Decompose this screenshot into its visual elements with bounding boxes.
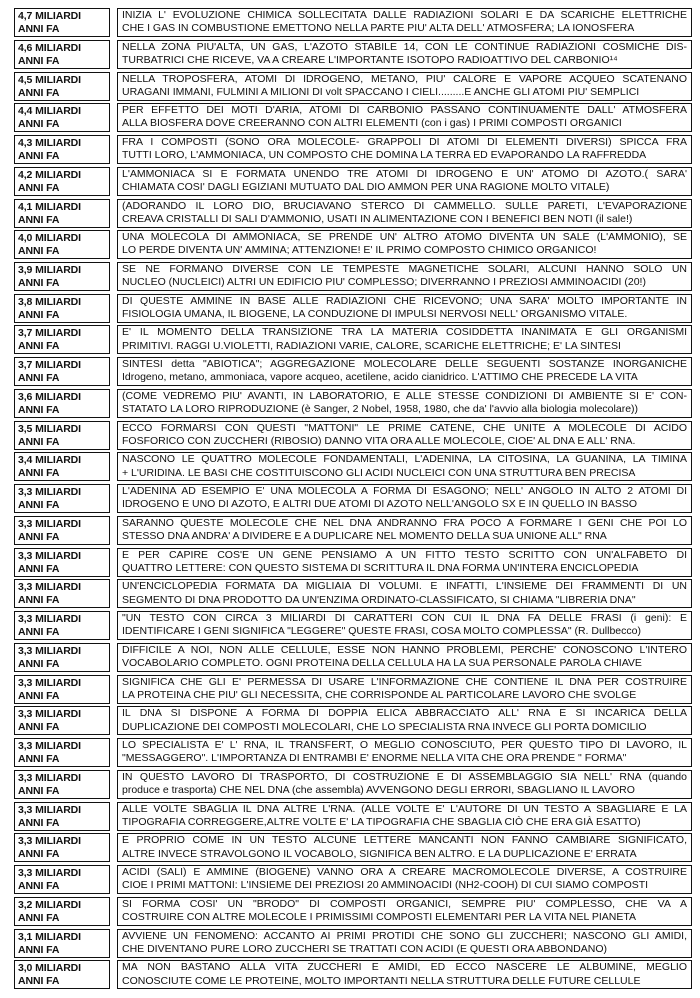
date-amount: 4,1 MILIARDI [18, 200, 81, 213]
date-unit: ANNI FA [18, 150, 60, 162]
description-cell [117, 484, 692, 513]
description-line: E PROPRIO COME IN UN TESTO ALCUNE LETTERE MANCANTI NON FANNO CAMBIARE SIGNIFICATO, [122, 834, 687, 847]
date-cell [14, 8, 110, 37]
date-amount: 3,3 MILIARDI [18, 549, 81, 562]
description-cell [117, 389, 692, 418]
description-line: CREAVA CRISTALLI DI SALI D'AMMONIO, USATI IN ALIMENTAZIONE CON I BENEFICI BEN NOTI (il sale!) [122, 212, 633, 225]
timeline-row [14, 865, 692, 894]
description-cell [117, 643, 692, 672]
description-line: STESSO DNA ANDRA' A DIVIDERE E A DUPLICARE NEL MOMENTO DELLA SUA UNIONE ALL" RNA [122, 530, 607, 543]
description-line: TIPOGRAFIA CORREGGERE,ALTRE VOLTE E' LA TIPOGRAFIA CHE SBAGLIA CIÒ CHE ERA GIÀ ESATTO) [122, 815, 641, 828]
date-unit: ANNI FA [18, 657, 60, 670]
date-unit: ANNI FA [18, 54, 60, 67]
date-amount: 3,3 MILIARDI [18, 771, 81, 784]
date-cell [14, 897, 110, 926]
description-cell [117, 516, 692, 545]
timeline-row [14, 135, 692, 164]
description-cell [117, 103, 692, 132]
description-cell [117, 675, 692, 704]
description-line: ACIDI (SALI) E AMMINE (BIOGENE) VANNO ORA A CREARE MACROMOLECOLE DIVERSE, A COSTRUIRE [122, 866, 687, 878]
timeline-row [14, 40, 692, 69]
date-cell [14, 960, 110, 989]
date-unit: ANNI FA [18, 784, 60, 797]
date-amount: 3,2 MILIARDI [18, 898, 81, 911]
date-unit: ANNI FA [18, 816, 60, 829]
description-cell [117, 294, 692, 323]
timeline-row [14, 706, 692, 735]
date-amount: 3,3 MILIARDI [18, 486, 81, 499]
date-unit: ANNI FA [18, 753, 60, 766]
timeline-row [14, 167, 692, 196]
date-amount: 3,3 MILIARDI [18, 740, 81, 753]
date-unit: ANNI FA [18, 23, 60, 35]
description-cell [117, 738, 692, 767]
description-line: SIGNIFICA CHE GLI E' PERMESSA DI USARE L'INFORMAZIONE CHE CONTIENE IL DNA PER COSTRUIRE [122, 675, 687, 688]
date-unit: ANNI FA [18, 467, 60, 480]
description-line: CHE I GAS IN COMBUSTIONE EMETTONO NELLA PARTE PIU' ALTA DELL' ATMOSFERA; LA IONOSFERA [122, 22, 635, 35]
description-line: SARANNO QUESTE MOLECOLE CHE NEL DNA ANDRANNO FRA POCO A FORMARE I GENI CHE POI LO [122, 516, 687, 529]
date-unit: ANNI FA [18, 626, 60, 639]
date-amount: 4,6 MILIARDI [18, 41, 81, 54]
description-line: "MESSAGGERO". L'IMPORTANZA DI ENTRAMBI E' ENORME NELLA VITA CHE ORA PRENDE " FORMA" [122, 752, 627, 765]
date-cell [14, 230, 110, 259]
description-line: FISIOLOGIA UMANA, IL BIOGENE, LA CONDUZIONE DI IMPULSI NERVOSI NELL' ORGANISMO VITALE. [122, 307, 628, 320]
description-line: SE NE FORMANO DIVERSE CON LE TEMPESTE MAGNETICHE SOLARI, ALCUNI HANNO SOLO UN [122, 262, 687, 275]
date-unit: ANNI FA [18, 499, 60, 512]
date-amount: 3,3 MILIARDI [18, 708, 81, 721]
description-line: PER EFFETTO DEI MOTI D'ARIA, ATOMI DI CARBONIO PASSANO CONTINUAMENTE DALL' ATMOSFERA [122, 104, 687, 117]
description-line: FOSFORICO CON ZUCCHERI (RIBOSIO) DANNO VITA ORA ALLE MOLECOLE, CIOE' AL DNA E ALL' RNA. [122, 434, 636, 447]
date-amount: 3,4 MILIARDI [18, 454, 81, 467]
date-cell [14, 833, 110, 862]
description-line: NELLA ZONA PIU'ALTA, UN GAS, L'AZOTO STABILE 14, CON LE CONTINUE RADIAZIONI COSMICHE DIS- [122, 40, 687, 53]
date-amount: 3,9 MILIARDI [18, 263, 81, 276]
description-line: L'ADENINA AD ESEMPIO E' UNA MOLECOLA A FORMA DI ESAGONO; NELL' ANGOLO IN ALTO 2 ATOMI DI [122, 485, 687, 498]
timeline-row [14, 294, 692, 323]
date-amount: 3,1 MILIARDI [18, 930, 81, 943]
date-unit: ANNI FA [18, 562, 60, 575]
description-line: COSTRUIRE CON ALTRE MOLECOLE I PRIMISSIMI COMPOSTI ELEMENTARI PER LA VITA NEL PIANETA [122, 911, 637, 923]
description-cell [117, 357, 692, 386]
date-amount: 4,0 MILIARDI [18, 232, 81, 245]
date-amount: 3,3 MILIARDI [18, 613, 81, 626]
description-line: CHE DIVENTANO PURE LORO ZUCCHERI SE TRATTATI CON ACIDI (E QUESTI ORA ABBONDANO) [122, 942, 608, 955]
description-cell [117, 8, 692, 37]
timeline-row [14, 833, 692, 862]
date-cell [14, 706, 110, 735]
date-amount: 3,5 MILIARDI [18, 422, 81, 435]
description-line: IDENTIFICARE I GENI SIGNIFICA "LEGGERE" QUESTE FRASI, COSA MOLTO COMPLESSA" (R. Dullbecco) [122, 625, 641, 638]
timeline-row [14, 643, 692, 672]
date-cell [14, 484, 110, 513]
description-line: INIZIA L' EVOLUZIONE CHIMICA SOLLECITATA DALLE RADIAZIONI SOLARI E DA SCARICHE ELETTRICHE [122, 9, 687, 21]
description-cell [117, 960, 692, 989]
date-cell [14, 643, 110, 672]
description-cell [117, 611, 692, 640]
date-cell [14, 548, 110, 577]
date-amount: 3,0 MILIARDI [18, 962, 81, 975]
description-line: PRIMITIVI. RAGGI U.VIOLETTI, RADIAZIONI VARIE, CALORE, SCARICHE ELETTRICHE; E' LA SINTESI [122, 339, 621, 352]
date-unit: ANNI FA [18, 245, 60, 258]
timeline-row [14, 421, 692, 450]
date-amount: 3,3 MILIARDI [18, 803, 81, 816]
description-line: + L'URIDINA. LE BASI CHE COSTITUISCONO GLI ACIDI NUCLEICI CON UNA STRUTTURA BEN PRECISA [122, 466, 636, 479]
description-cell [117, 167, 692, 196]
date-unit: ANNI FA [18, 86, 60, 99]
date-cell [14, 770, 110, 799]
description-cell [117, 548, 692, 577]
description-cell [117, 452, 692, 481]
timeline-row [14, 960, 692, 989]
timeline-row [14, 738, 692, 767]
timeline-row [14, 452, 692, 481]
date-unit: ANNI FA [18, 530, 60, 543]
description-line: FRA I COMPOSTI (SONO ORA MOLECOLE- GRAPPOLI DI ATOMI DI ELEMENTI DIVERSI) SPICCA FRA [122, 136, 687, 148]
timeline-table [14, 8, 692, 992]
date-amount: 3,3 MILIARDI [18, 867, 81, 879]
description-line: CIOE I PRIMI MATTONI: L'INSIEME DEI PREZIOSI 20 AMMINOACIDI (NH2-COOH) DI CUI SIAMO COMPOSTI [122, 879, 649, 892]
timeline-row [14, 675, 692, 704]
date-amount: 3,3 MILIARDI [18, 644, 81, 657]
date-unit: ANNI FA [18, 276, 60, 289]
date-amount: 3,3 MILIARDI [18, 517, 81, 530]
date-amount: 3,3 MILIARDI [18, 581, 81, 594]
description-line: LA PROTEINA CHE PIU' GLI NECESSITA, CHE CORRISPONDE AL PARTICOLARE LAVORO CHE SVOLGE [122, 688, 637, 701]
description-line: LO SPECIALISTA E' L' RNA, IL TRANSFERT, O MEGLIO CONOSCIUTO, PER QUESTO TIPO DI LAVORO, IL [122, 739, 687, 752]
description-line: produce e trasporta) CHE NEL DNA (che assembla) AVVENGONO DEGLI ERRORI, SBAGLIANO IL LAVORO [122, 784, 635, 796]
date-cell [14, 262, 110, 291]
timeline-row [14, 72, 692, 101]
description-line: (ADORANDO IL LORO DIO, BRUCIAVANO STERCO DI CAMMELLO. SULLE PARETI, L'EVAPORAZIONE [122, 199, 687, 212]
date-unit: ANNI FA [18, 213, 60, 226]
description-cell [117, 72, 692, 101]
date-cell [14, 40, 110, 69]
timeline-row [14, 103, 692, 132]
timeline-row [14, 929, 692, 958]
date-cell [14, 802, 110, 831]
description-line: ALTRE INVECE STRAVOLGONO IL VOCABOLO, SIGNIFICA BEN ALTRO. E LA DUPLICAZIONE E' ERRATA [122, 847, 637, 860]
description-line: NASCONO LE QUATTRO MOLECOLE FONDAMENTALI, L'ADENINA, LA CITOSINA, LA GUANINA, LA TIMINA [122, 453, 687, 466]
description-line: TUTTI LORO, L'AMMONIACA, UN COMPOSTO CHE DOMINA LA TERRA ED EVAPORANDO LA RAFFREDDA [122, 149, 647, 162]
description-cell [117, 135, 692, 164]
timeline-row [14, 579, 692, 608]
date-amount: 4,7 MILIARDI [18, 10, 81, 22]
description-line: UNA MOLECOLA DI AMMONIACA, SE PRENDE UN' ALTRO ATOMO DIVENTA UN SALE (L'AMMONIO), SE [122, 231, 687, 244]
description-line: DUPLICAZIONE DEI COMPOSTI MOLECOLARI, CHE LO SPECIALISTA RNA INVECE GLI PORTA DOMICILIO [122, 720, 647, 733]
date-unit: ANNI FA [18, 594, 60, 607]
timeline-row [14, 199, 692, 228]
date-amount: 3,6 MILIARDI [18, 390, 81, 403]
timeline-row [14, 770, 692, 799]
date-unit: ANNI FA [18, 689, 60, 702]
description-cell [117, 706, 692, 735]
timeline-row [14, 516, 692, 545]
description-line: QUATTRO LETTERE: CON QUESTO SISTEMA DI SCRITTURA IL DNA FORMA UN'INTERA ENCICLOPEDIA [122, 561, 639, 574]
timeline-row [14, 325, 692, 354]
date-cell [14, 357, 110, 386]
description-line: ALLA BIOSFERA DOVE CREERANNO CON ALTRI ELEMENTI (con i gas) I PRIMI COMPOSTI ORGANICI [122, 117, 622, 130]
date-cell [14, 929, 110, 958]
description-cell [117, 802, 692, 831]
description-line: ECCO FORMARSI CON QUESTI "MATTONI" LE PRIME CATENE, CHE UNITE A MOLECOLE DI ACIDO [122, 421, 687, 434]
date-unit: ANNI FA [18, 435, 60, 448]
date-amount: 3,7 MILIARDI [18, 359, 81, 372]
date-amount: 4,2 MILIARDI [18, 168, 81, 181]
description-line: IL DNA SI DISPONE A FORMA DI DOPPIA ELICA ABBRACCIATO ALL' RNA E SI INCARICA DELLA [122, 707, 687, 720]
description-cell [117, 897, 692, 926]
description-line: IDROGENO E UNO DI AZOTO, E ALTRI DUE ATOMI DI AZOTO NELL'ANGOLO SX E IN QUELLO IN BASSO [122, 498, 638, 511]
date-amount: 3,3 MILIARDI [18, 835, 81, 848]
date-cell [14, 516, 110, 545]
date-cell [14, 452, 110, 481]
date-unit: ANNI FA [18, 308, 60, 321]
date-cell [14, 294, 110, 323]
description-line: E PER CAPIRE COS'E UN GENE PENSIAMO A UN FITTO TESTO SCRITTO CON UN'ALFABETO DI [122, 548, 687, 561]
date-amount: 3,3 MILIARDI [18, 676, 81, 689]
timeline-row [14, 8, 692, 37]
description-line: SEGMENTO DI DNA PRODOTTO DA UN'ENZIMA ORDINATO-CLASSIFICATO, SI CHIAMA "LIBRERIA DNA" [122, 593, 636, 606]
date-unit: ANNI FA [18, 181, 60, 194]
description-line: ALLE VOLTE SBAGLIA IL DNA ALTRE L'RNA. (ALLE VOLTE E' L'AUTORE DI UN TESTO A SBAGLIARE E LA [122, 802, 687, 815]
date-cell [14, 579, 110, 608]
date-cell [14, 325, 110, 354]
date-unit: ANNI FA [18, 943, 60, 956]
description-line: CHIAMATA COSI' DAGLI EGIZIANI MUTUATO DAL DIO AMMON PER UNA RAGIONE MOLTO VITALE) [122, 180, 610, 193]
description-cell [117, 579, 692, 608]
timeline-row [14, 357, 692, 386]
date-unit: ANNI FA [18, 372, 60, 385]
date-cell [14, 103, 110, 132]
description-line: URAGANI IMMANI, FULMINI A MILIONI DI volt SPACCANO I CIELI.........E ANCHE GLI ATOMI PIU' SEMPLICI [122, 85, 640, 98]
description-line: UN'ENCICLOPEDIA FORMATA DA MIGLIAIA DI VOLUMI. E INFATTI, L'INSIEME DEI FRAMMENTI DI UN [122, 580, 687, 593]
date-amount: 3,7 MILIARDI [18, 327, 81, 340]
description-cell [117, 865, 692, 894]
timeline-row [14, 484, 692, 513]
description-line: TURBATRICI CHE RICEVE, VA A CREARE L'IMPORTANTE ISOTOPO RADIOATTIVO DEL CARBONIO¹⁴ [122, 53, 618, 66]
date-amount: 4,5 MILIARDI [18, 73, 81, 86]
date-cell [14, 421, 110, 450]
description-line: VOCABOLARIO COMPLETO. OGNI PROTEINA DELLA CELLULA HA LA SUA PERSONALE PAROLA CHIAVE [122, 657, 642, 669]
description-cell [117, 40, 692, 69]
date-cell [14, 199, 110, 228]
date-cell [14, 738, 110, 767]
date-unit: ANNI FA [18, 880, 60, 892]
description-line: (COME VEDREMO PIU' AVANTI, IN LABORATORIO, E ALLE STESSE CONDIZIONI DI AMBIENTE SI E' CON- [122, 389, 687, 402]
date-cell [14, 135, 110, 164]
timeline-row [14, 389, 692, 418]
description-cell [117, 230, 692, 259]
date-unit: ANNI FA [18, 975, 60, 988]
description-cell [117, 325, 692, 354]
description-line: DI QUESTE AMMINE IN BASE ALLE RADIAZIONI CHE RICEVONO; UNA SARA' MOLTO IMPORTANTE IN [122, 294, 687, 307]
timeline-row [14, 802, 692, 831]
description-line: MA NON BASTANO ALLA VITA ZUCCHERI E AMIDI, ED ECCO NASCERE LE ALBUMINE, MEGLIO [122, 961, 687, 974]
description-cell [117, 199, 692, 228]
description-cell [117, 833, 692, 862]
date-unit: ANNI FA [18, 340, 60, 353]
description-line: DIFFICILE A NOI, NON ALLE CELLULE, ESSE NON HANNO PROBLEMI, PERCHE' CONOSCONO L'INTERO [122, 643, 687, 656]
description-line: E' IL MOMENTO DELLA TRANSIZIONE TRA LA MATERIA COSIDDETTA INANIMATA E GLI ORGANISMI [122, 326, 687, 339]
timeline-row [14, 897, 692, 926]
timeline-row [14, 262, 692, 291]
description-line: IN QUESTO LAVORO DI TRASPORTO, DI COSTRUZIONE E DI ASSEMBLAGGIO SIA NELL' RNA (quando [122, 770, 687, 783]
date-cell [14, 167, 110, 196]
description-line: CONOSCIUTE COME LE PROTEINE, MOLTO IMPORTANTI NELLA STRUTTURA DELLE FUTURE CELLULE [122, 974, 641, 987]
date-cell [14, 675, 110, 704]
description-line: L'AMMONIACA SI E FORMATA UNENDO TRE ATOMI DI IDROGENO E UN' ATOMO DI AZOTO.( SARA' [122, 167, 687, 180]
description-cell [117, 262, 692, 291]
date-unit: ANNI FA [18, 848, 60, 861]
date-cell [14, 611, 110, 640]
date-unit: ANNI FA [18, 721, 60, 734]
date-unit: ANNI FA [18, 911, 60, 924]
description-line: NELLA TROPOSFERA, ATOMI DI IDROGENO, METANO, PIU' CALORE E VAPORE ACQUEO SCATENANO [122, 72, 687, 85]
description-cell [117, 770, 692, 799]
timeline-row [14, 230, 692, 259]
description-line: SI FORMA COSI' UN "BRODO" DI COMPOSTI ORGANICI, SEMPRE PIU' COMPLESSO, CHE VA A [122, 897, 687, 910]
description-line: NUCLEO (NUCLEICI) ALTRI UN EDIFICIO PIU' COMPLESSO; DIVERRANNO I PREZIOSI AMMINOACIDI (20!) [122, 276, 646, 289]
description-line: AVVIENE UN FENOMENO: ACCANTO AI PRIMI PROTIDI CHE SONO GLI ZUCCHERI; NASCONO GLI AMIDI, [122, 929, 687, 942]
date-amount: 4,3 MILIARDI [18, 137, 81, 149]
description-line: "UN TESTO CON CIRCA 3 MILIARDI DI CARATTERI CON CUI IL DNA FA DELLE FRASI (i geni): E [122, 612, 687, 625]
date-amount: 3,8 MILIARDI [18, 295, 81, 308]
timeline-row [14, 548, 692, 577]
date-cell [14, 72, 110, 101]
description-line: LO PERDE DIVENTA UN' AMMINA; ATTENZIONE! E' IL PRIMO COMPOSTO CHIMICO ORGANICO! [122, 244, 597, 257]
date-unit: ANNI FA [18, 118, 60, 131]
description-line: SINTESI detta "ABIOTICA"; AGGREGAZIONE MOLECOLARE DELLE SEGUENTI SOSTANZE INORGANICHE [122, 358, 687, 371]
timeline-row [14, 611, 692, 640]
date-cell [14, 389, 110, 418]
description-cell [117, 421, 692, 450]
date-unit: ANNI FA [18, 403, 60, 416]
date-amount: 4,4 MILIARDI [18, 105, 81, 118]
date-cell [14, 865, 110, 894]
description-line: Idrogeno, metano, ammoniaca, vapore acqueo, acetilene, acido cianidrico. L'ATTIMO CHE PRECEDE LA VITA [122, 371, 638, 384]
description-line: STATATO LA LORO RIPRODUZIONE (è Sanger, 2 Nobel, 1958, 1980, che da' l'avvio alla biologia molecolare)) [122, 403, 639, 416]
description-cell [117, 929, 692, 958]
